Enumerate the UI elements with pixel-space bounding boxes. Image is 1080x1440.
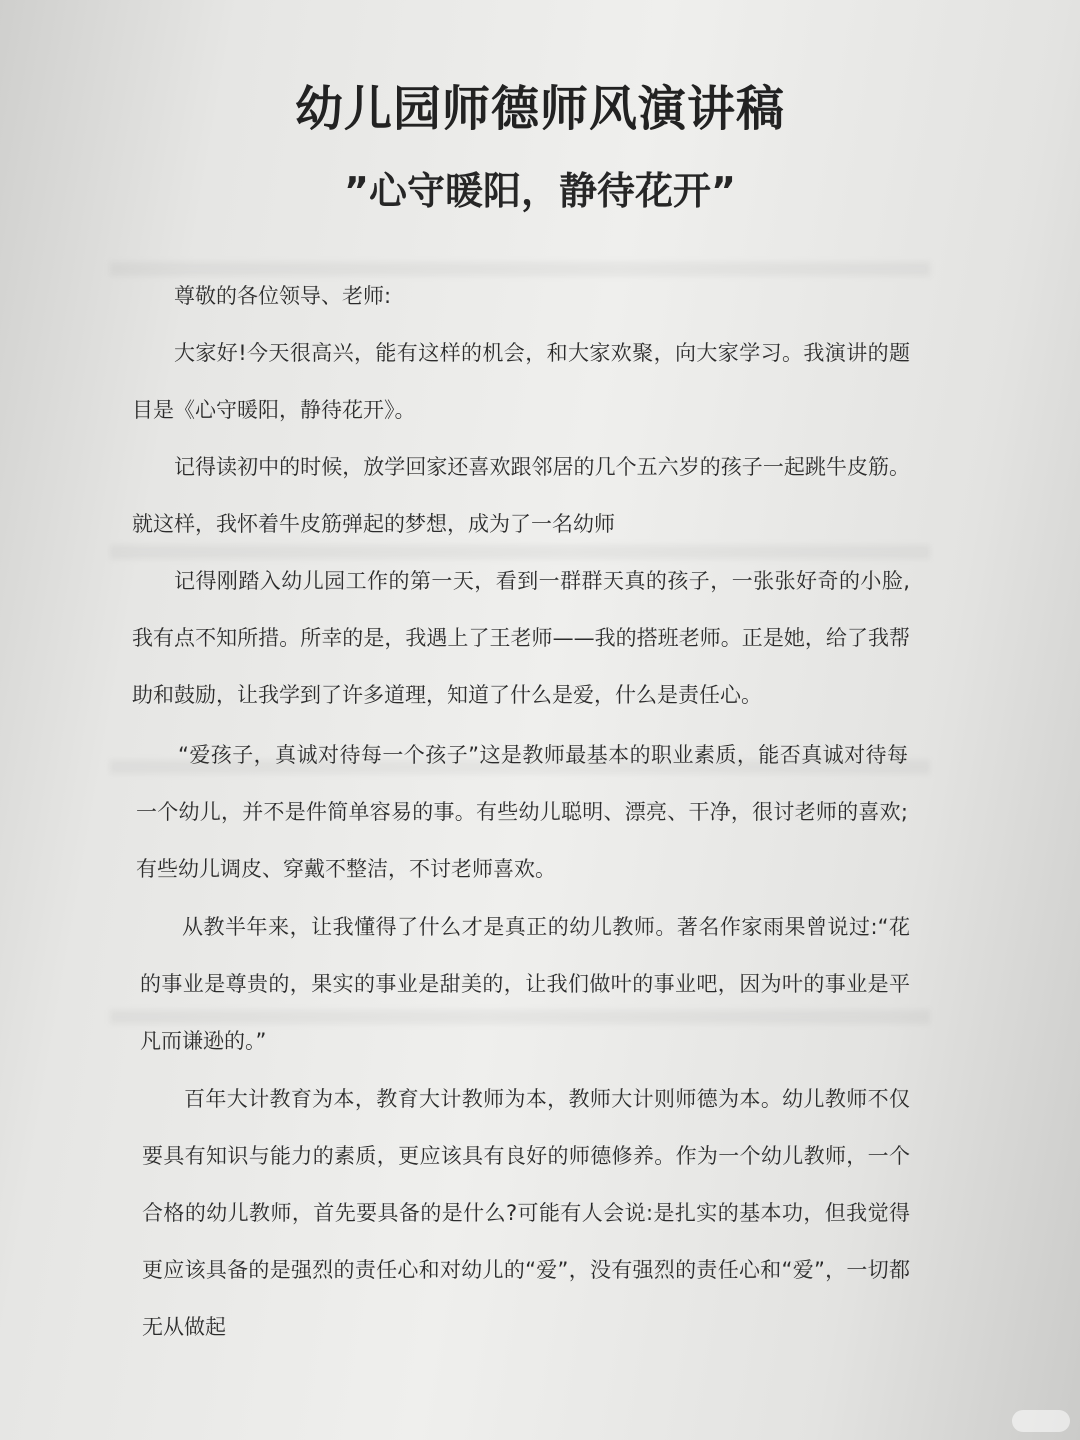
paragraph-teacher-ethics: 百年大计教育为本，教育大计教师为本，教师大计则师德为本。幼儿教师不仅要具有知识与能力的素质，更应该具有良好的师德修养。作为一个幼儿教师，一个合格的幼儿教师，首先要具备的是什么?可能有人会说:是扎实的基本功，但我觉得更应该具备的是强烈的责任心和对幼儿的“爱”，没有强烈的责任心和“爱”，一切都无从做起 [142, 1087, 910, 1339]
paragraph-first-day: 记得刚踏入幼儿园工作的第一天，看到一群群天真的孩子，一张张好奇的小脸,我有点不知所措。所幸的是，我遇上了王老师——我的搭班老师。正是她，给了我帮助和鼓励，让我学到了许多道理，知道了什么是爱，什么是责任心。 [132, 569, 910, 707]
paragraph-greeting: 尊敬的各位领导、老师: [174, 284, 392, 308]
speech-title: 幼儿园师德师风演讲稿 [294, 81, 785, 137]
paragraph-hugo-quote: 从教半年来，让我懂得了什么才是真正的幼儿教师。著名作家雨果曾说过:“花的事业是尊贵的，果实的事业是甜美的，让我们做叶的事业吧，因为叶的事业是平凡而谦逊的。” [140, 915, 910, 1053]
paragraph-love-children: “爱孩子，真诚对待每一个孩子”这是教师最基本的职业素质，能否真诚对待每一个幼儿，并不是件简单容易的事。有些幼儿聪明、漂亮、干净，很讨老师的喜欢;有些幼儿调皮、穿戴不整洁，不讨老师喜欢。 [136, 743, 908, 881]
paragraph-memory: 记得读初中的时候，放学回家还喜欢跟邻居的几个五六岁的孩子一起跳牛皮筋。就这样，我怀着牛皮筋弹起的梦想，成为了一名幼师 [132, 455, 910, 536]
paragraph-intro: 大家好!今天很高兴，能有这样的机会，和大家欢聚，向大家学习。我演讲的题目是《心守暖阳，静待花开》。 [132, 341, 910, 422]
watermark-badge [1012, 1410, 1070, 1432]
speech-subtitle: ”心守暖阳，静待花开” [344, 169, 736, 213]
